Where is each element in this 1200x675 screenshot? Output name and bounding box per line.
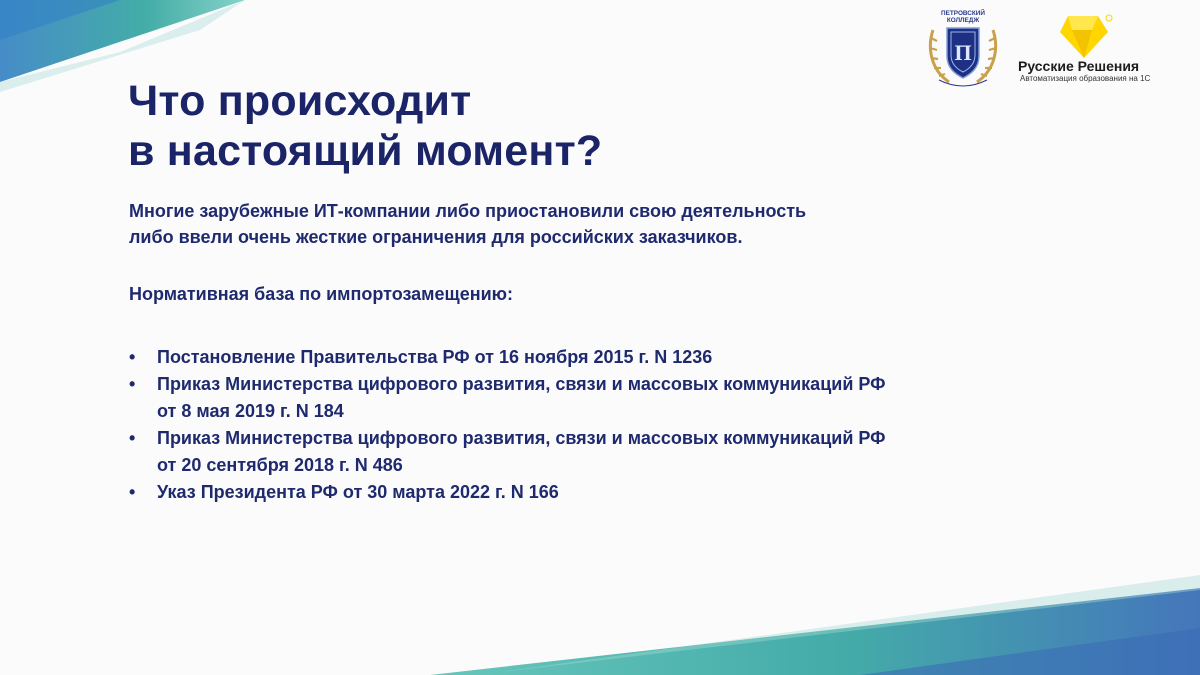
title-line-1: Что происходит (128, 77, 472, 125)
regulation-list (129, 344, 1089, 506)
list-item-text: Указ Президента РФ от 30 марта 2022 г. N 166 (157, 482, 559, 502)
svg-text:П: П (954, 40, 972, 65)
bullet-icon: • (129, 428, 136, 448)
bullet-icon: • (129, 374, 136, 394)
yellow-diamond-icon (1058, 12, 1114, 62)
list-item (129, 425, 1089, 479)
svg-text:ПЕТРОВСКИЙ: ПЕТРОВСКИЙ (941, 10, 985, 17)
intro-line-2: либо ввели очень жесткие ограничения для российских заказчиков. (129, 227, 743, 247)
list-item (129, 344, 1089, 371)
list-item-text: Постановление Правительства РФ от 16 ноября 2015 г. N 1236 (157, 347, 713, 367)
bullet-icon: • (129, 482, 136, 502)
russkie-resheniya-logo (1014, 10, 1154, 88)
list-item (129, 371, 1089, 425)
title-line-2: в настоящий момент? (128, 127, 603, 175)
list-item-text: Приказ Министерства цифрового развития, связи и массовых коммуникаций РФ (157, 428, 886, 448)
company-name: Русские Решения (1018, 58, 1140, 74)
list-item-text-continued: от 20 сентября 2018 г. N 486 (157, 455, 403, 475)
intro-paragraph (129, 198, 806, 250)
college-crest-icon (925, 8, 1001, 90)
list-item (129, 479, 1089, 506)
slide-title (128, 76, 602, 176)
intro-line-1: Многие зарубежные ИТ-компании либо приостановили свою деятельность (129, 201, 807, 221)
list-item-text-continued: от 8 мая 2019 г. N 184 (157, 401, 344, 421)
list-item-text: Приказ Министерства цифрового развития, связи и массовых коммуникаций РФ (157, 374, 886, 394)
bullet-icon: • (129, 347, 136, 367)
company-tagline: Автоматизация образования на 1С (1020, 74, 1151, 83)
svg-text:КОЛЛЕДЖ: КОЛЛЕДЖ (946, 17, 980, 24)
regulatory-base-heading: Нормативная база по импортозамещению: (129, 284, 514, 304)
